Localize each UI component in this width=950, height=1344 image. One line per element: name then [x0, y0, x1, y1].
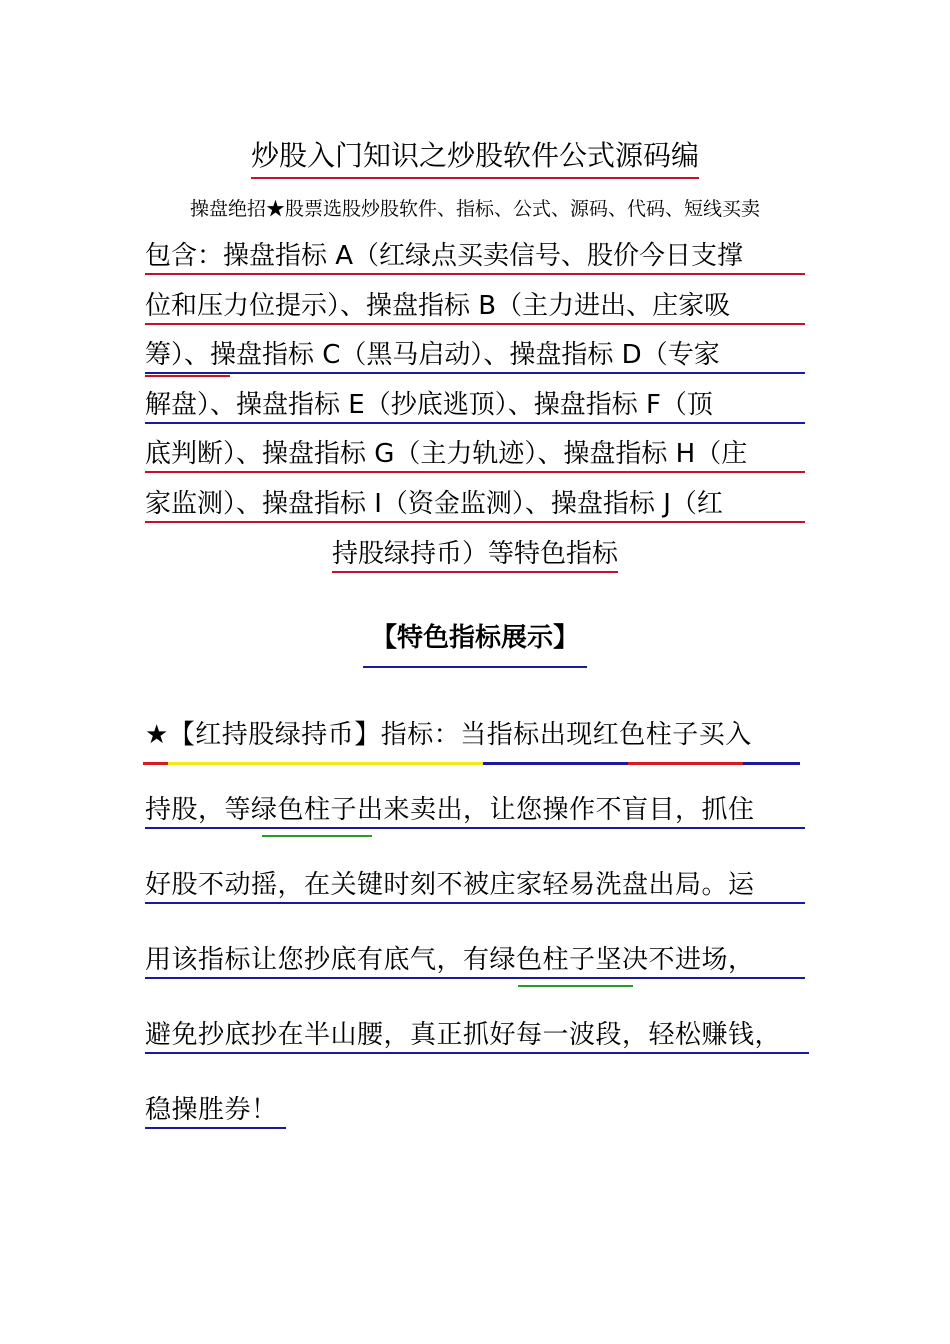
- body-line: 持股，等绿色柱子出来卖出，让您操作不盲目，抓住: [145, 793, 805, 829]
- intro-line: 底判断）、操盘指标 G（主力轨迹）、操盘指标 H（庄: [145, 437, 805, 473]
- body-line: 避免抄底抄在半山腰，真正抓好每一波段，轻松赚钱，: [145, 1018, 809, 1054]
- underline-segment-red: [628, 762, 743, 765]
- underline-segment-green: [262, 835, 372, 837]
- body-line: ★【红持股绿持币】指标：当指标出现红色柱子买入: [145, 720, 752, 750]
- intro-line: 筹）、操盘指标 C（黑马启动）、操盘指标 D（专家: [145, 338, 805, 374]
- document-subtitle: 操盘绝招★股票选股炒股软件、指标、公式、源码、代码、短线买卖: [189, 198, 760, 220]
- body-line: 好股不动摇，在关键时刻不被庄家轻易洗盘出局。运: [145, 868, 805, 904]
- intro-underline-accent: [145, 375, 230, 377]
- intro-line: 解盘）、操盘指标 E（抄底逃顶）、操盘指标 F（顶: [145, 388, 805, 424]
- intro-line-last-text: 持股绿持币）等特色指标: [332, 537, 618, 573]
- intro-line: 家监测）、操盘指标 I（资金监测）、操盘指标 J（红: [145, 487, 805, 523]
- body-line: 用该指标让您抄底有底气，有绿色柱子坚决不进场，: [145, 943, 805, 979]
- underline-segment-green: [518, 985, 633, 987]
- underline-segment-blue: [483, 762, 628, 765]
- document-title: [0, 138, 950, 179]
- underline-segment-yellow: [168, 762, 483, 765]
- underline-segment-red: [143, 762, 168, 765]
- section-heading-text: 【特色指标展示】: [363, 620, 587, 668]
- intro-line-last: [0, 537, 950, 573]
- intro-line: 位和压力位提示）、操盘指标 B（主力进出、庄家吸: [145, 289, 805, 325]
- document-title-text: 炒股入门知识之炒股软件公式源码编: [251, 138, 699, 179]
- body-line: 稳操胜券！: [145, 1093, 286, 1129]
- intro-line: 包含：操盘指标 A（红绿点买卖信号、股价今日支撑: [145, 239, 805, 275]
- section-heading: [0, 620, 950, 668]
- underline-segment-blue: [743, 762, 800, 765]
